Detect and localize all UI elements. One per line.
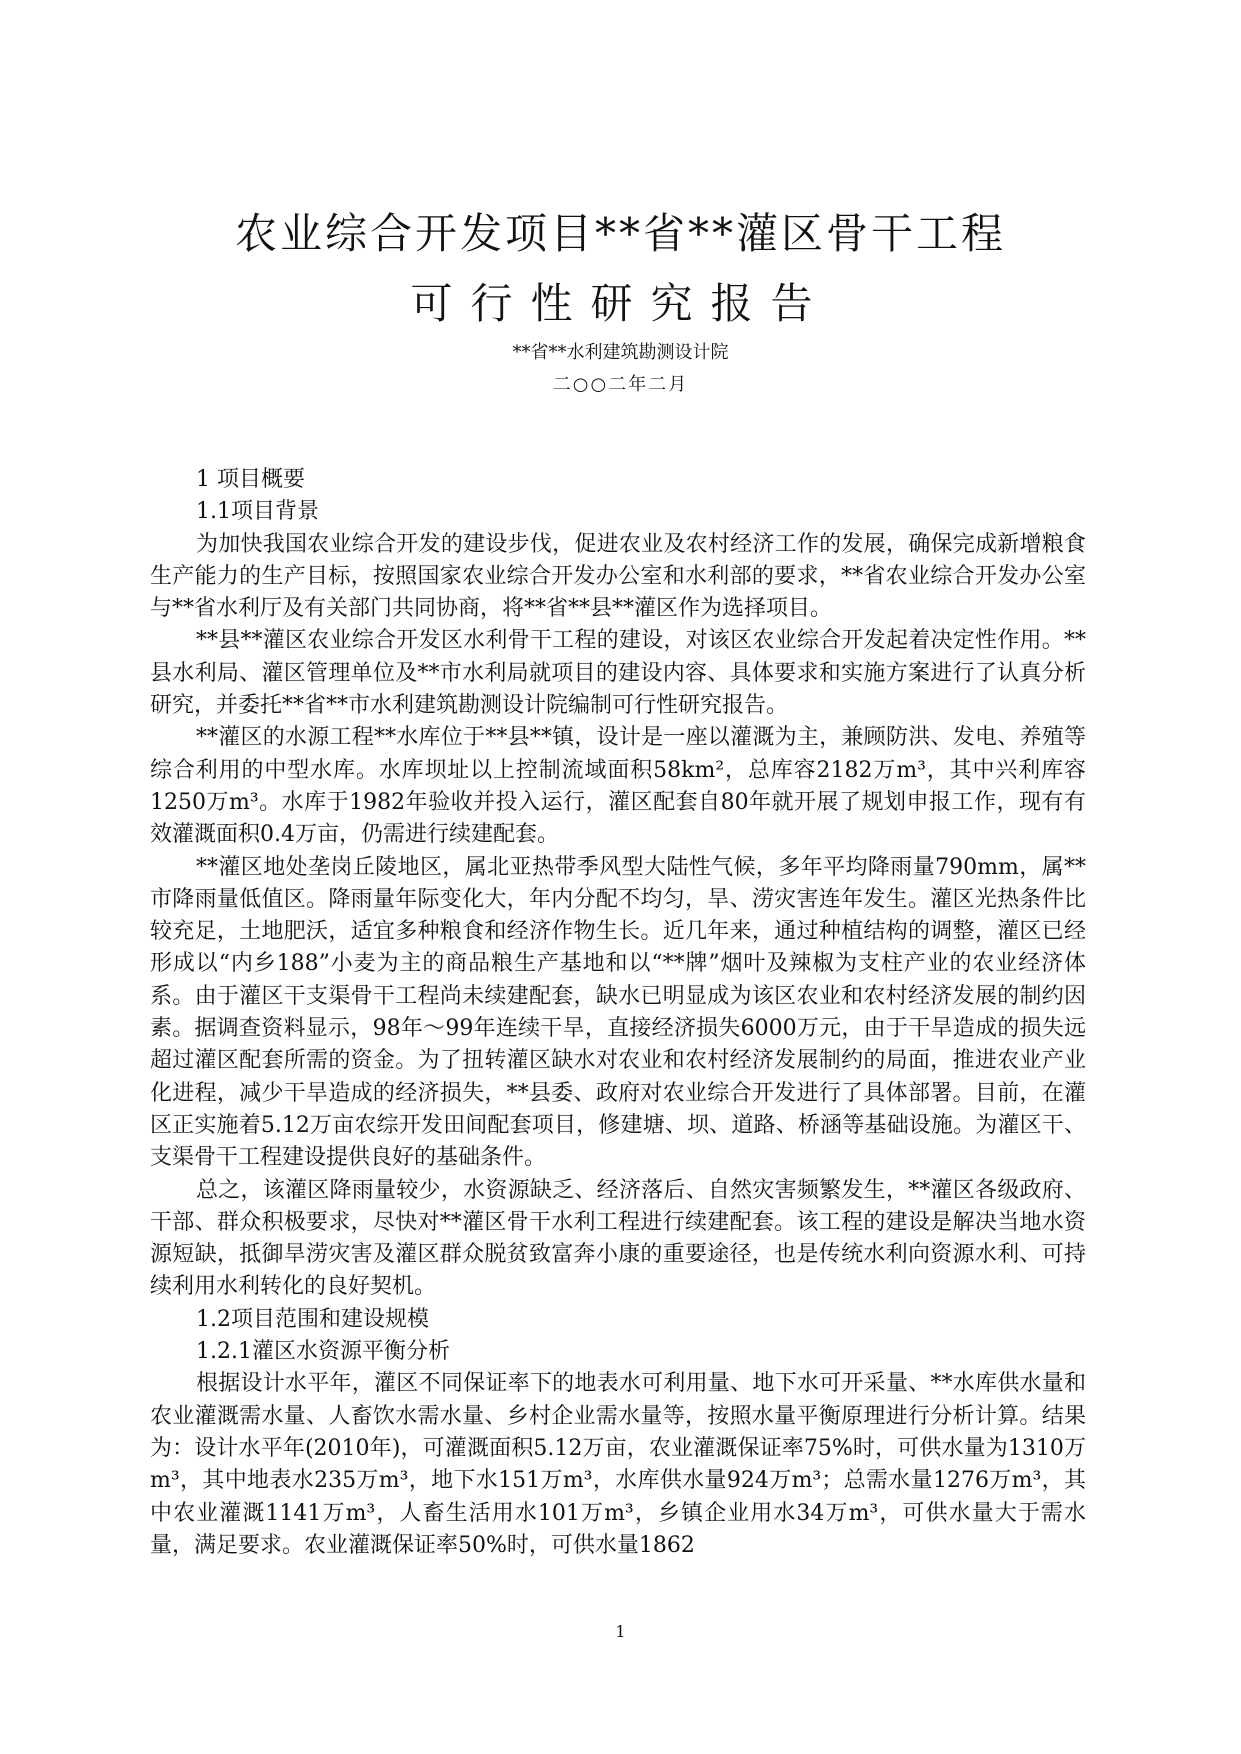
paragraph: 为加快我国农业综合开发的建设步伐，促进农业及农村经济工作的发展，确保完成新增粮食生产能力的生产目标，按照国家农业综合开发办公室和水利部的要求，**省农业综合开发办公室与**省水利厅及有关部门共同协商，将**省**县**灌区作为选择项目。 <box>150 531 1086 622</box>
paragraph: **县**灌区农业综合开发区水利骨干工程的建设，对该区农业综合开发起着决定性作用。**县水利局、灌区管理单位及**市水利局就项目的建设内容、具体要求和实施方案进行了认真分析研究，并委托**省**市水利建筑勘测设计院编制可行性研究报告。 <box>150 628 1086 719</box>
paragraph: 根据设计水平年，灌区不同保证率下的地表水可利用量、地下水可开采量、**水库供水量和农业灌溉需水量、人畜饮水需水量、乡村企业需水量等，按照水量平衡原理进行分析计算。结果为：设计水平年(2010年)，可灌溉面积5.12万亩，农业灌溉保证率75%时，可供水量为1310万m³，其中地表水235万m³，地下水151万m³，水库供水量924万m³；总需水量1276万m³，其中农业灌溉1141万m³，人畜生活用水101万m³，乡镇企业用水34万m³，可供水量大于需水量，满足要求。农业灌溉保证率50%时，可供水量1862 <box>150 1371 1086 1558</box>
section-heading-1-1: 1.1项目背景 <box>196 499 319 525</box>
paragraph: **灌区地处垄岗丘陵地区，属北亚热带季风型大陆性气候，多年平均降雨量790mm，属**市降雨量低值区。降雨量年际变化大，年内分配不均匀，旱、涝灾害连年发生。灌区光热条件比较充足，土地肥沃，适宜多种粮食和经济作物生长。近几年来，通过种植结构的调整，灌区已经形成以“内乡188”小麦为主的商品粮生产基地和以“**牌”烟叶及辣椒为支柱产业的农业经济体系。由于灌区干支渠骨干工程尚未续建配套，缺水已明显成为该区农业和农村经济发展的制约因素。据调查资料显示，98年～99年连续干旱，直接经济损失6000万元，由于干旱造成的损失远超过灌区配套所需的资金。为了扭转灌区缺水对农业和农村经济发展制约的局面，推进农业产业化进程，减少干旱造成的经济损失，**县委、政府对农业综合开发进行了具体部署。目前，在灌区正实施着5.12万亩农综开发田间配套项目，修建塘、坝、道路、桥涵等基础设施。为灌区干、支渠骨干工程建设提供良好的基础条件。 <box>150 854 1086 1171</box>
report-title-line2: 可行性研究报告 <box>410 279 831 328</box>
paragraph: **灌区的水源工程**水库位于**县**镇，设计是一座以灌溉为主，兼顾防洪、发电、养殖等综合利用的中型水库。水库坝址以上控制流域面积58km²，总库容2182万m³，其中兴利库容1250万m³。水库于1982年验收并投入运行，灌区配套自80年就开展了规划申报工作，现有有效灌溉面积0.4万亩，仍需进行续建配套。 <box>150 725 1086 848</box>
document-body <box>150 464 1086 1562</box>
paragraph: 总之，该灌区降雨量较少，水资源缺乏、经济落后、自然灾害频繁发生，**灌区各级政府、干部、群众积极要求，尽快对**灌区骨干水利工程进行续建配套。该工程的建设是解决当地水资源短缺，抵御旱涝灾害及灌区群众脱贫致富奔小康的重要途径，也是传统水利向资源水利、可持续利用水利转化的良好契机。 <box>150 1177 1086 1300</box>
page-number: 1 <box>615 1622 626 1641</box>
section-heading-1-2-1: 1.2.1灌区水资源平衡分析 <box>196 1339 450 1365</box>
section-heading-1: 1 项目概要 <box>196 467 305 492</box>
report-title-line1: 农业综合开发项目**省**灌区骨干工程 <box>234 209 1006 258</box>
section-heading-1-2: 1.2项目范围和建设规模 <box>196 1306 429 1332</box>
report-date: 二○○二年二月 <box>552 374 689 395</box>
organization-name: **省**水利建筑勘测设计院 <box>512 342 729 363</box>
